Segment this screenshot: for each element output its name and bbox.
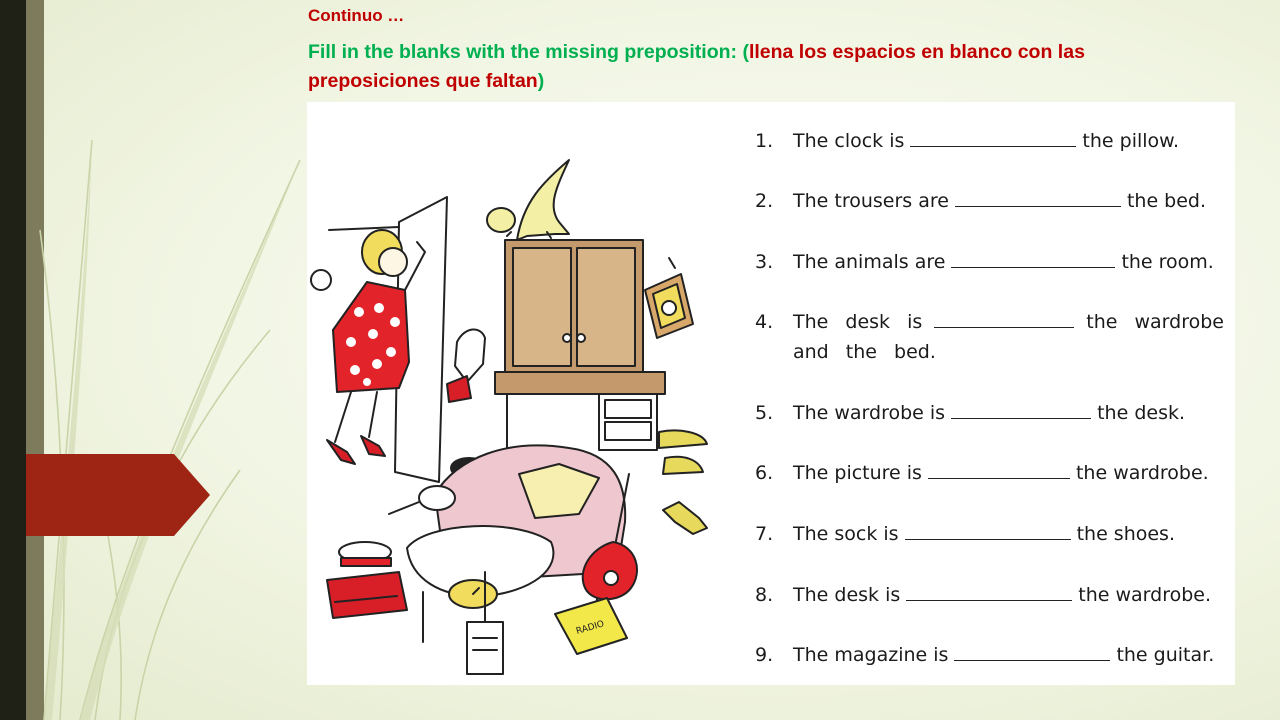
exercise-panel — [307, 102, 1235, 685]
question-number: 9. — [755, 644, 774, 666]
instruction-close-paren: ) — [537, 70, 545, 92]
clock-icon — [449, 580, 497, 608]
question-text-after: the desk. — [1097, 402, 1186, 424]
question-item — [755, 398, 1225, 428]
question-item — [755, 186, 1225, 216]
answer-blank[interactable] — [934, 311, 1074, 328]
question-text-after: the bed. — [1126, 190, 1207, 212]
question-number: 4. — [755, 311, 774, 333]
answer-blank[interactable] — [928, 462, 1070, 479]
messy-room-illustration — [307, 102, 737, 685]
question-item — [755, 126, 1225, 156]
instruction-text — [308, 38, 1208, 96]
grass-decoration — [0, 0, 320, 720]
question-item — [755, 580, 1225, 610]
question-number: 7. — [755, 523, 774, 545]
answer-blank[interactable] — [951, 251, 1115, 268]
wardrobe-icon — [505, 240, 643, 372]
question-text-before: The trousers are — [793, 190, 949, 212]
toolbox-icon — [327, 572, 407, 618]
question-text-after: the shoes. — [1076, 523, 1175, 545]
answer-blank[interactable] — [905, 523, 1071, 540]
shoes-icon — [659, 431, 707, 475]
picture-frame-icon — [645, 258, 693, 338]
answer-blank[interactable] — [951, 402, 1091, 419]
instruction-english: Fill in the blanks with the missing preposition: ( — [308, 41, 749, 63]
answer-blank[interactable] — [906, 584, 1072, 601]
dog-icon — [447, 329, 485, 402]
question-number: 2. — [755, 190, 774, 212]
answer-blank[interactable] — [954, 644, 1110, 661]
question-text-after: the room. — [1121, 251, 1214, 273]
sock-icon — [663, 502, 707, 534]
question-text-before: The sock is — [793, 523, 899, 545]
question-text-after: the wardrobe and the bed. — [793, 311, 1224, 363]
answer-blank[interactable] — [955, 190, 1121, 207]
slide-subtitle: Continuo … — [308, 6, 405, 25]
question-number: 3. — [755, 251, 774, 273]
question-text-after: the pillow. — [1082, 130, 1179, 152]
cat-icon — [487, 160, 569, 240]
magazine-label: RADIO — [575, 619, 606, 637]
question-text-before: The desk is — [793, 584, 901, 606]
question-text-after: the wardrobe. — [1075, 462, 1209, 484]
question-number: 8. — [755, 584, 774, 606]
question-item — [755, 307, 1225, 367]
red-arrow-shape — [26, 454, 210, 536]
question-item — [755, 640, 1225, 670]
question-text-before: The magazine is — [793, 644, 949, 666]
answer-blank[interactable] — [910, 130, 1076, 147]
question-text-before: The desk is — [793, 311, 923, 333]
question-number: 1. — [755, 130, 774, 152]
magazine-icon — [555, 598, 627, 654]
question-item — [755, 519, 1225, 549]
sandwich-icon — [339, 542, 391, 566]
question-text-before: The wardrobe is — [793, 402, 946, 424]
question-text-before: The animals are — [793, 251, 946, 273]
question-text-before: The clock is — [793, 130, 905, 152]
question-item — [755, 458, 1225, 488]
question-text-after: the wardrobe. — [1078, 584, 1211, 606]
question-item — [755, 247, 1225, 277]
question-number: 6. — [755, 462, 774, 484]
question-text-before: The picture is — [793, 462, 922, 484]
question-number: 5. — [755, 402, 774, 424]
racket-icon — [389, 486, 455, 514]
question-text-after: the guitar. — [1116, 644, 1215, 666]
instruction-spanish: llena los espacios en blanco con las preposiciones que faltan — [308, 41, 1085, 92]
